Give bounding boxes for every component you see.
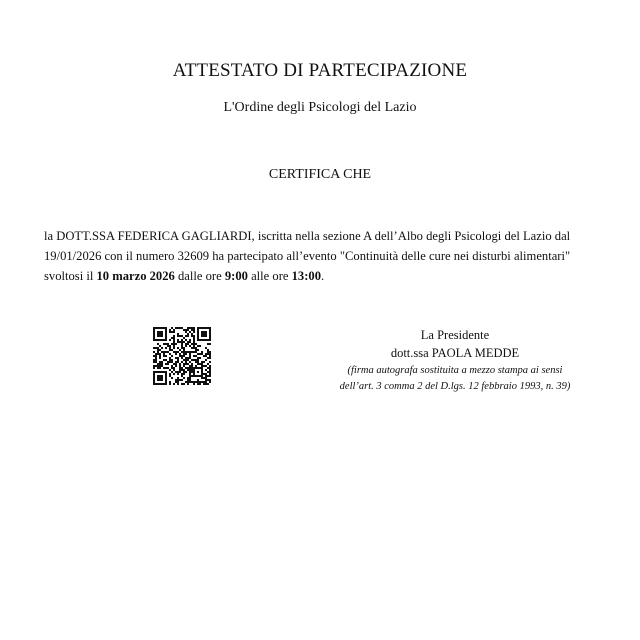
document-title: ATTESTATO DI PARTECIPAZIONE [172,60,468,81]
signatory-role: La Presidente [420,328,490,342]
event-start-time: 9:00 [224,269,248,283]
signatory-name: dott.ssa PAOLA MEDDE [390,346,520,360]
body-text-intro: la DOTT.SSA FEDERICA GAGLIARDI, iscritta nella sezione A dell’Albo degli Psicologi del Lazio dal 19/01/2026 con il numero 32609 ha partecipato all’evento "Continuità delle cure nei disturbi alimentari" svoltosi il [44,229,571,283]
issuer-name: L'Ordine degli Psicologi del Lazio [223,100,417,115]
signature-note-line-2: dell’art. 3 comma 2 del D.lgs. 12 febbraio 1993, n. 39) [339,381,571,392]
certifies-heading: CERTIFICA CHE [268,167,372,182]
signature-block [330,326,580,395]
event-end-time: 13:00 [291,269,322,283]
certificate-body [44,226,604,286]
signature-note-line-1: (firma autografa sostituita a mezzo stampa ai sensi [347,365,563,376]
body-text-end: . [321,269,325,283]
body-text-to: alle ore [247,269,292,283]
event-date: 10 marzo 2026 [96,269,175,283]
signature-legal-note [330,363,580,395]
qr-code-icon [153,327,211,385]
body-text-from: dalle ore [174,269,225,283]
